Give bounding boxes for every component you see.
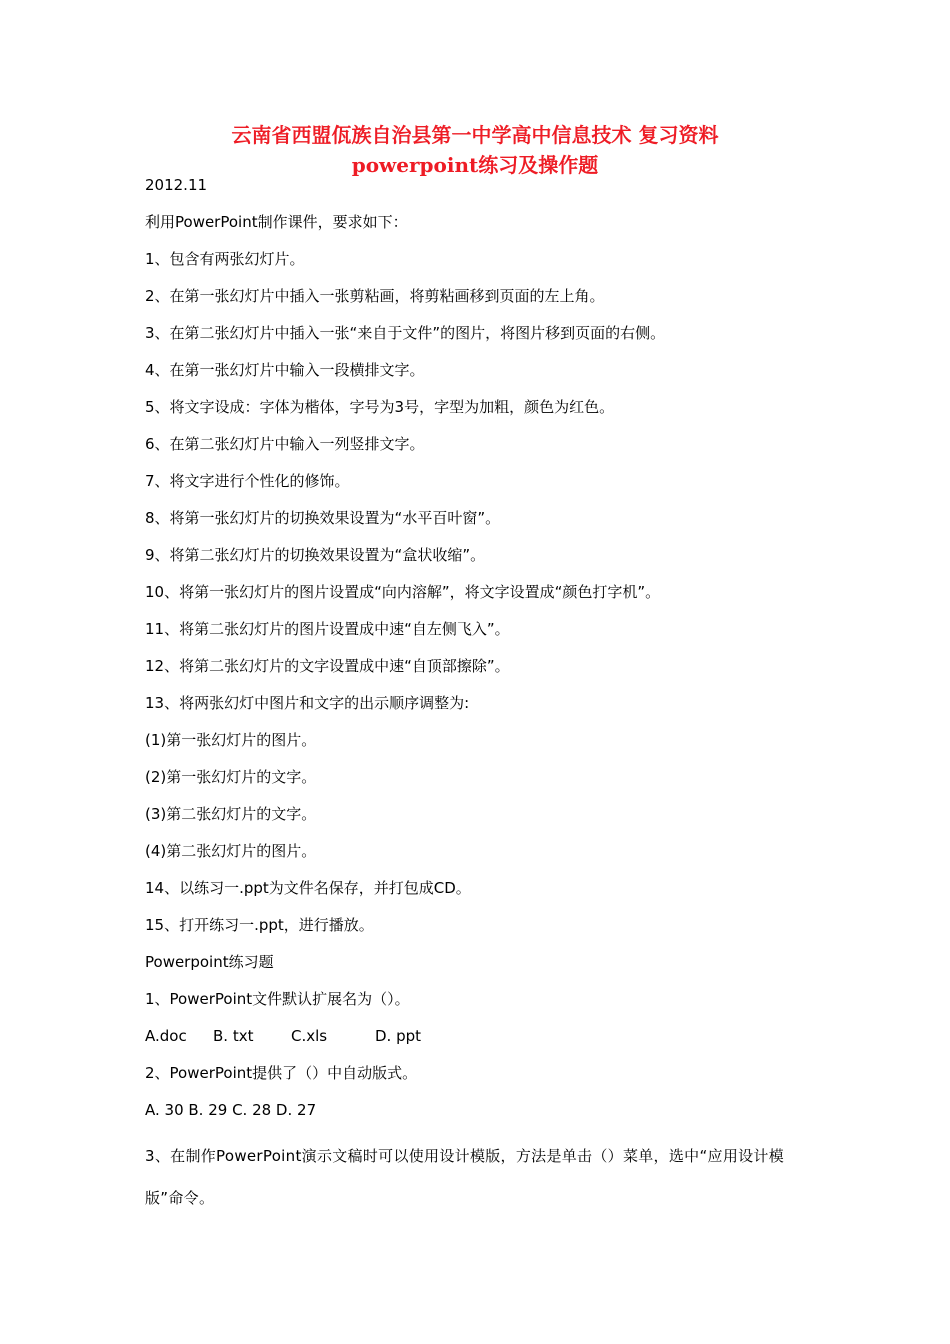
task-item-1: 1、包含有两张幻灯片。 xyxy=(145,250,305,268)
option-d: D. ppt xyxy=(375,1027,422,1045)
order-item-4: (4)第二张幻灯片的图片。 xyxy=(145,842,317,860)
task-item-11: 11、将第二张幻灯片的图片设置成中速“自左侧飞入”。 xyxy=(145,620,510,638)
task-item-4: 4、在第一张幻灯片中输入一段横排文字。 xyxy=(145,361,425,379)
title-line-2: powerpoint练习及操作题 xyxy=(351,153,599,177)
option-c: C.xls xyxy=(291,1027,328,1045)
task-item-15: 15、打开练习一.ppt，进行播放。 xyxy=(145,916,374,934)
exercise-heading: Powerpoint练习题 xyxy=(145,953,274,971)
document-date: 2012.11 xyxy=(145,176,208,194)
task-item-5: 5、将文字设成：字体为楷体，字号为3号，字型为加粗，颜色为红色。 xyxy=(145,398,615,416)
order-item-1: (1)第一张幻灯片的图片。 xyxy=(145,731,317,749)
question-1-options xyxy=(145,1024,815,1061)
option-b: B. txt xyxy=(213,1027,254,1045)
task-item-13: 13、将两张幻灯中图片和文字的出示顺序调整为: xyxy=(145,694,470,712)
order-item-2: (2)第一张幻灯片的文字。 xyxy=(145,768,317,786)
question-1: 1、PowerPoint文件默认扩展名为（）。 xyxy=(145,990,410,1008)
document-title xyxy=(0,120,950,180)
intro-paragraph: 利用PowerPoint制作课件，要求如下： xyxy=(145,213,408,231)
task-item-12: 12、将第二张幻灯片的文字设置成中速“自顶部擦除”。 xyxy=(145,657,510,675)
task-item-3: 3、在第二张幻灯片中插入一张“来自于文件”的图片，将图片移到页面的右侧。 xyxy=(145,324,666,342)
question-3: 3、在制作PowerPoint演示文稿时可以使用设计模版，方法是单击（）菜单，选中“应用设计模版”命令。 xyxy=(145,1147,785,1207)
option-a: A.doc xyxy=(145,1027,187,1045)
document-body xyxy=(145,173,815,1219)
task-item-6: 6、在第二张幻灯片中输入一列竖排文字。 xyxy=(145,435,425,453)
task-item-2: 2、在第一张幻灯片中插入一张剪粘画，将剪粘画移到页面的左上角。 xyxy=(145,287,605,305)
task-item-9: 9、将第二张幻灯片的切换效果设置为“盒状收缩”。 xyxy=(145,546,486,564)
title-line-1: 云南省西盟佤族自治县第一中学高中信息技术 复习资料 xyxy=(231,123,719,147)
question-2: 2、PowerPoint提供了（）中自动版式。 xyxy=(145,1064,418,1082)
task-item-10: 10、将第一张幻灯片的图片设置成“向内溶解”，将文字设置成“颜色打字机”。 xyxy=(145,583,661,601)
question-2-options: A. 30 B. 29 C. 28 D. 27 xyxy=(145,1101,317,1119)
task-item-7: 7、将文字进行个性化的修饰。 xyxy=(145,472,350,490)
task-item-14: 14、以练习一.ppt为文件名保存，并打包成CD。 xyxy=(145,879,471,897)
task-item-8: 8、将第一张幻灯片的切换效果设置为“水平百叶窗”。 xyxy=(145,509,501,527)
order-item-3: (3)第二张幻灯片的文字。 xyxy=(145,805,317,823)
